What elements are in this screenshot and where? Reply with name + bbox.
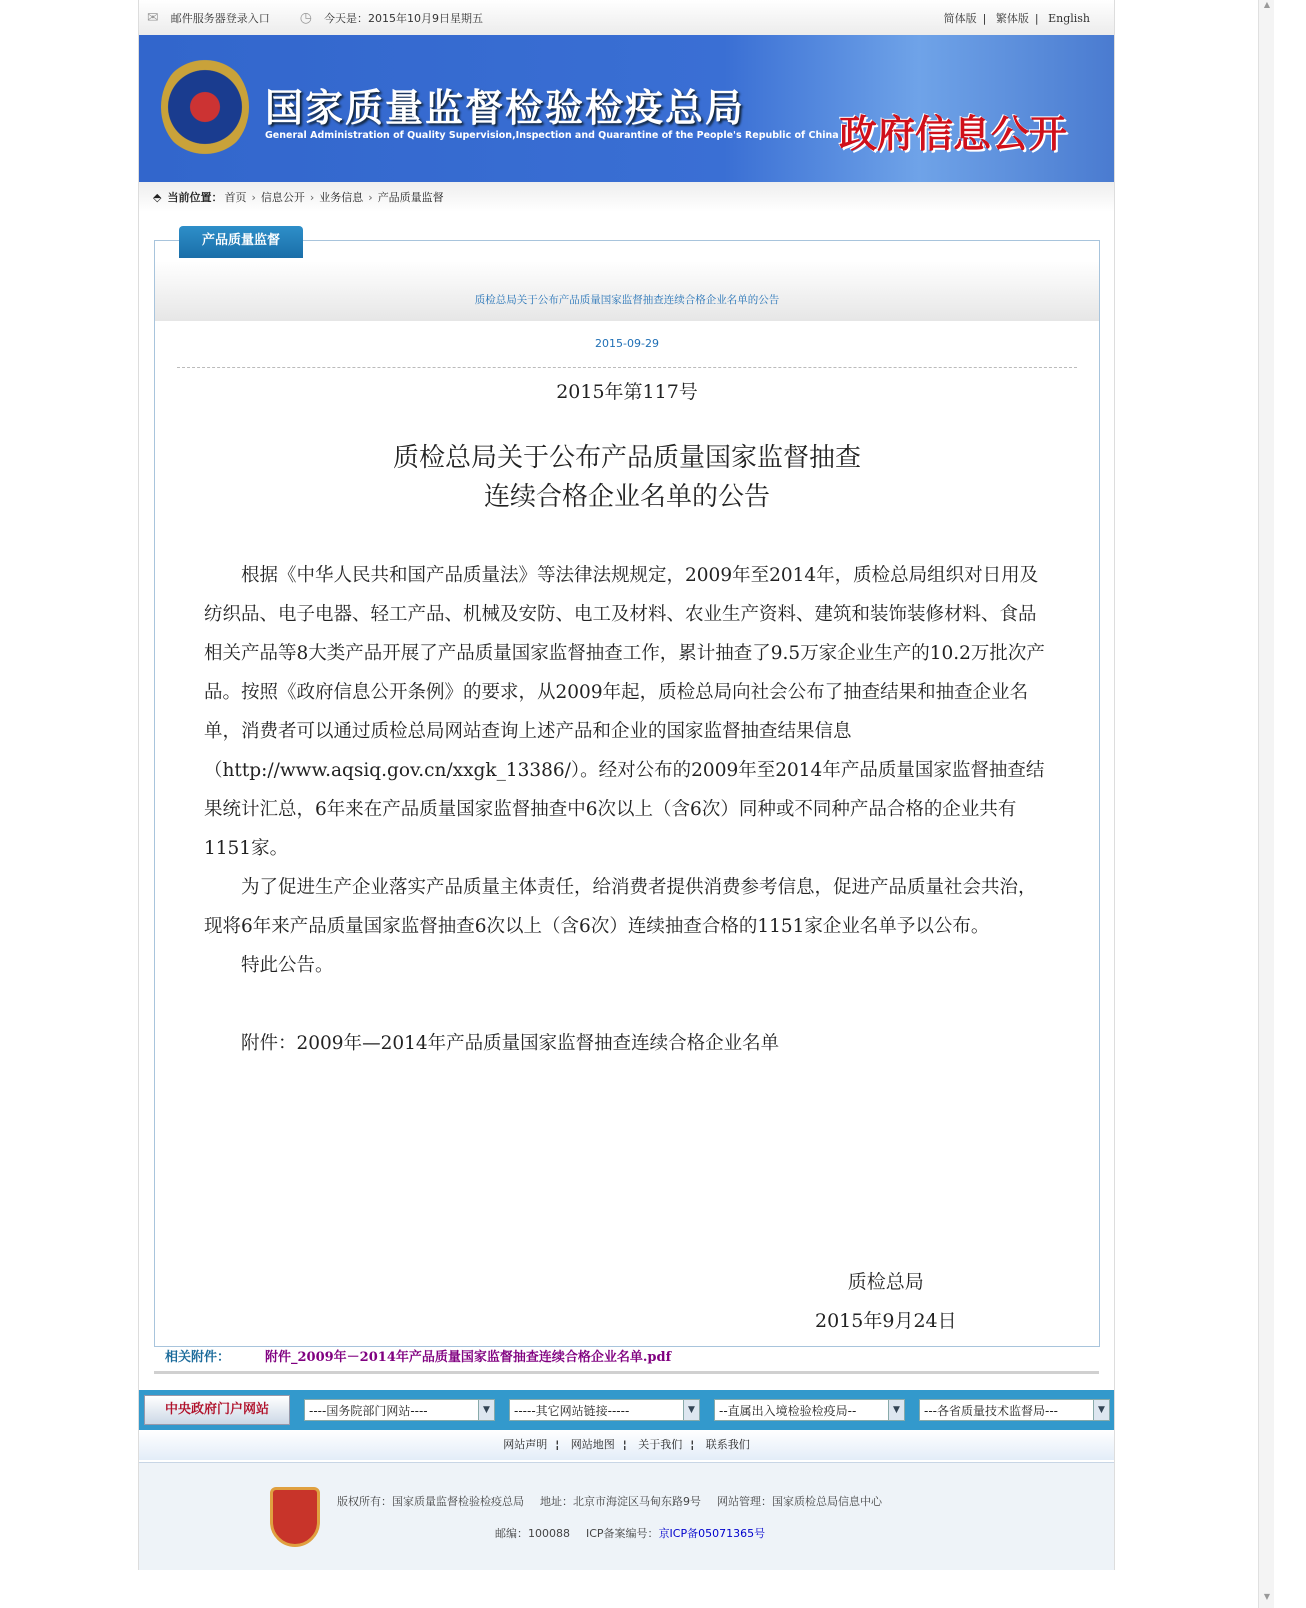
signature (815, 1263, 957, 1341)
paragraph: 特此公告。 (241, 955, 334, 976)
language-switch: 简体版 | 繁体版 | English (943, 12, 1090, 25)
select-value: ---各省质量技术监督局--- (924, 1403, 1058, 1418)
breadcrumb-current[interactable]: 产品质量监督 (377, 191, 444, 204)
related-attachments (165, 1346, 671, 1365)
scroll-down-icon[interactable]: ▼ (1263, 1592, 1271, 1601)
ciq-bureau-select[interactable] (714, 1399, 905, 1421)
breadcrumb-info[interactable]: 信息公开 (260, 191, 305, 204)
article-title (155, 439, 1099, 517)
banner-title: 国家质量监督检验检疫总局 (265, 86, 746, 130)
signer: 质检总局 (847, 1271, 924, 1293)
paragraph: 为了促进生产企业落实产品质量主体责任，给消费者提供消费参考信息，促进产品质量社会共治，现将6年来产品质量国家监督抽查6次以上（含6次）连续抽查合格的1151家企业名单予以公布。 (204, 877, 1037, 937)
address: 地址：北京市海淀区马甸东路9号 (540, 1495, 701, 1508)
footer-links: 网站声明 ¦ 网站地图 ¦ 关于我们 ¦ 联系我们 (139, 1430, 1114, 1460)
attachment-link[interactable]: 附件_2009年－2014年产品质量国家监督抽查连续合格企业名单.pdf (265, 1350, 672, 1365)
icp-label: ICP备案编号： (586, 1527, 659, 1540)
scrollbar[interactable] (1258, 0, 1274, 1608)
gov-portal-button[interactable]: 中央政府门户网站 (144, 1395, 290, 1425)
breadcrumb-business[interactable]: 业务信息 (319, 191, 364, 204)
title-line: 连续合格企业名单的公告 (483, 482, 770, 512)
footer-link-about[interactable]: 关于我们 (638, 1438, 683, 1451)
footer-icp (495, 1525, 765, 1541)
banner-subtitle: General Administration of Quality Supervision,Inspection and Quarantine of the People's Republic of China (265, 130, 839, 141)
clock-icon: ◷ (299, 9, 312, 26)
chevron-down-icon: ▼ (888, 1400, 904, 1420)
divider (177, 367, 1077, 368)
footer-info (337, 1493, 898, 1509)
site-admin: 网站管理：国家质检总局信息中心 (717, 1495, 882, 1508)
banner (139, 35, 1114, 182)
icp-link[interactable]: 京ICP备05071365号 (658, 1527, 766, 1540)
footer-link-contact[interactable]: 联系我们 (705, 1438, 750, 1451)
scroll-up-icon[interactable]: ▲ (1263, 0, 1271, 9)
article-box (154, 240, 1100, 1347)
mail-icon: ✉ (147, 9, 159, 26)
mail-login-label: 邮件服务器登录入口 (170, 11, 270, 25)
breadcrumb-label: 当前位置： (167, 191, 223, 204)
paragraph: 根据《中华人民共和国产品质量法》等法律法规规定，2009年至2014年，质检总局组织对日用及纺织品、电子电器、轻工产品、机械及安防、电工及材料、农业生产资料、建筑和装饰装修材料、食品相关产品等8大类产品开展了产品质量国家监督抽查工作，累计抽查了9.5万家企业生产的10.2万批次产品。按照《政府信息公开条例》的要求，从2009年起，质检总局向社会公布了抽查结果和抽查企业名单，消费者可以通过质检总局网站查询上述产品和企业的国家监督抽查结果信息（http://www.aqsiq.gov.cn/xxgk_13386/）。经对公布的2009年至2014年产品质量国家监督抽查结果统计汇总，6年来在产品质量国家监督抽查中6次以上（含6次）同种或不同种产品合格的企业共有1151家。 (204, 565, 1045, 859)
lang-traditional[interactable]: 繁体版 (995, 12, 1029, 25)
emblem-logo (161, 57, 249, 157)
state-council-select[interactable] (304, 1399, 495, 1421)
today-date (300, 10, 483, 26)
select-value: --直属出入境检验检疫局-- (719, 1403, 857, 1418)
top-bar (139, 0, 1114, 35)
lang-simplified[interactable]: 简体版 (943, 12, 977, 25)
attachments-label: 相关附件： (165, 1350, 231, 1365)
footer-link-statement[interactable]: 网站声明 (503, 1438, 548, 1451)
attachment-note: 附件：2009年—2014年产品质量国家监督抽查连续合格企业名单 (241, 1033, 780, 1054)
party-gov-logo[interactable] (270, 1487, 320, 1547)
divider (154, 1371, 1099, 1374)
postcode: 邮编：100088 (495, 1527, 570, 1540)
footer-link-sitemap[interactable]: 网站地图 (570, 1438, 615, 1451)
mail-login-link[interactable] (147, 10, 270, 26)
breadcrumb: ⬘ 当前位置： 首页 › 信息公开 › 业务信息 › 产品质量监督 (139, 182, 1114, 212)
lang-english[interactable]: English (1048, 12, 1090, 25)
chevron-down-icon: ▼ (683, 1400, 699, 1420)
tab-product-quality[interactable]: 产品质量监督 (179, 226, 303, 258)
provincial-bureau-select[interactable] (919, 1399, 1110, 1421)
document-number: 2015年第117号 (556, 381, 698, 403)
select-value: -----其它网站链接----- (514, 1403, 630, 1418)
chevron-down-icon: ▼ (1093, 1400, 1109, 1420)
location-icon: ⬘ (153, 190, 162, 204)
link-bar (139, 1390, 1114, 1430)
chevron-down-icon: ▼ (478, 1400, 494, 1420)
other-links-select[interactable] (509, 1399, 700, 1421)
publish-date: 2015-09-29 (595, 337, 659, 350)
footer (139, 1462, 1114, 1570)
section-title: 政府信息公开 (839, 112, 1068, 156)
page (138, 0, 1115, 1570)
copyright: 版权所有：国家质量监督检验检疫总局 (337, 1495, 524, 1508)
today-label: 今天是：2015年10月9日星期五 (323, 11, 483, 25)
title-line: 质检总局关于公布产品质量国家监督抽查 (392, 443, 861, 473)
article-heading: 质检总局关于公布产品质量国家监督抽查连续合格企业名单的公告 (155, 261, 1099, 321)
breadcrumb-home[interactable]: 首页 (224, 191, 247, 204)
article-body (204, 556, 1049, 1063)
select-value: ----国务院部门网站---- (309, 1403, 428, 1418)
sign-date: 2015年9月24日 (815, 1310, 957, 1332)
